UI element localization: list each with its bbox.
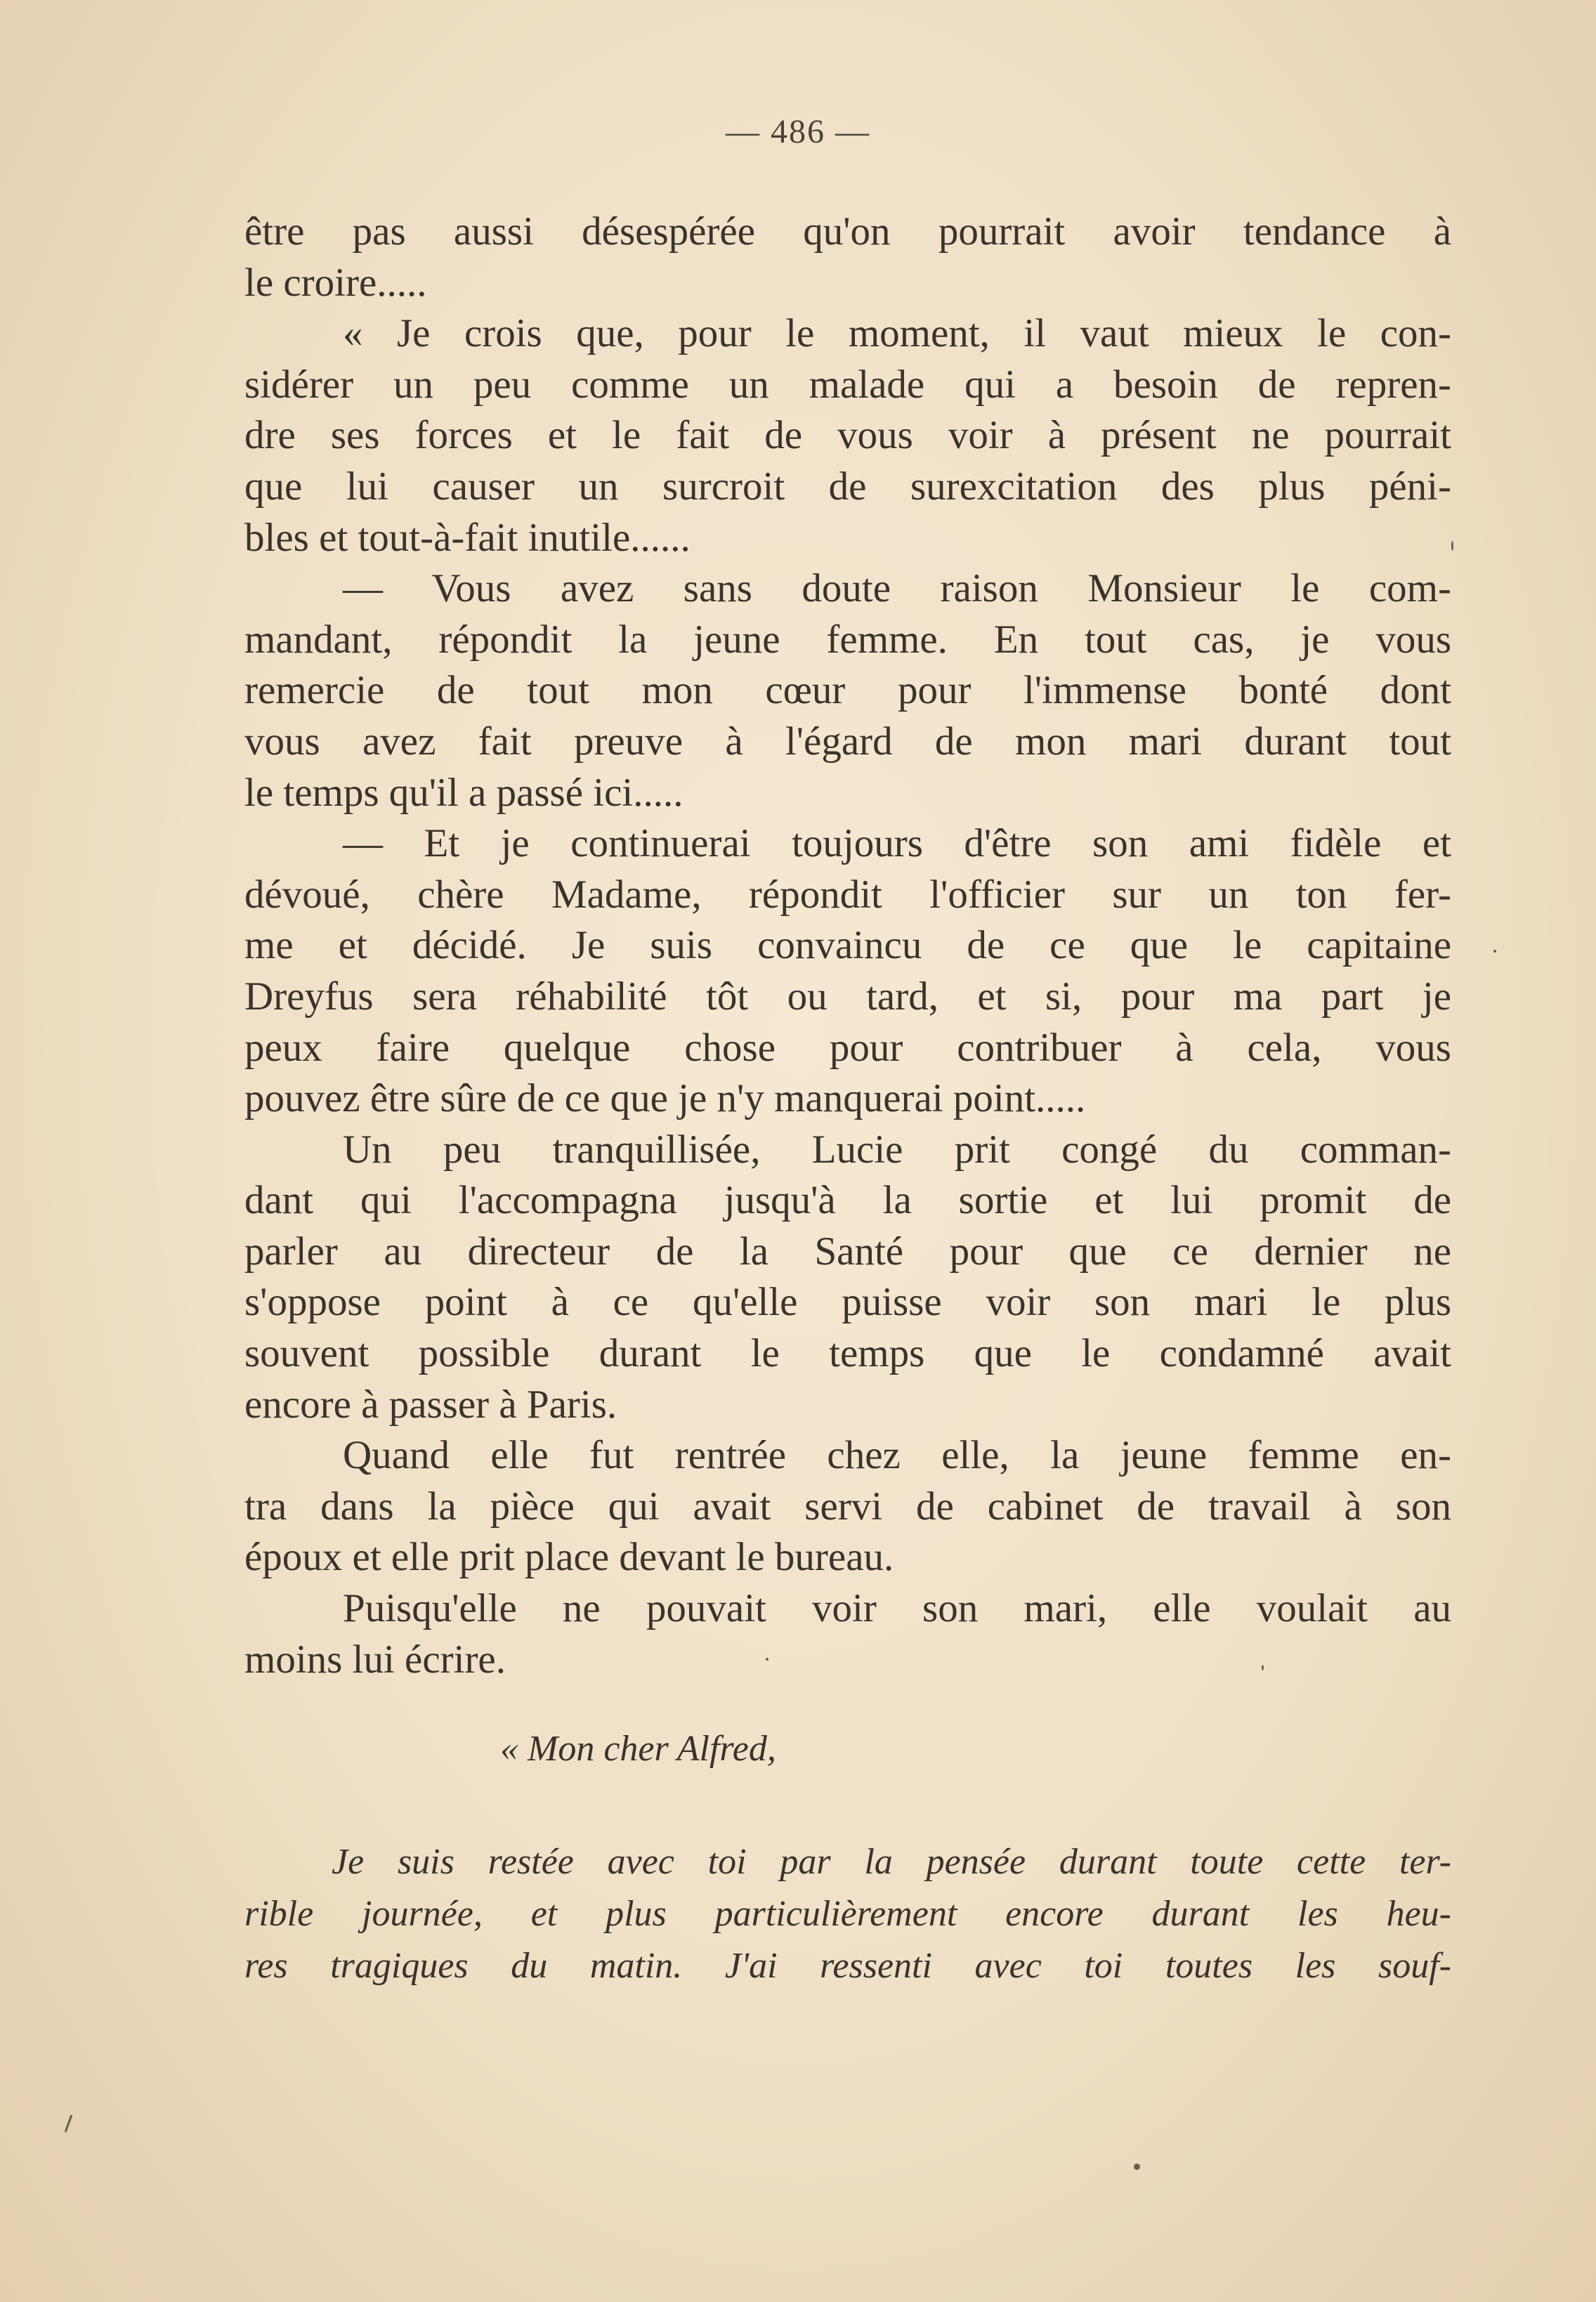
text-line: dévoué, chère Madame, répondit l'officier sur un ton fer-: [244, 872, 1451, 917]
text-line: dant qui l'accompagna jusqu'à la sortie et lui promit de: [244, 1178, 1451, 1223]
text-line: — Et je continuerai toujours d'être son ami fidèle et: [343, 821, 1451, 866]
text-line: que lui causer un surcroit de surexcitation des plus péni-: [244, 464, 1451, 509]
letter-line: Je suis restée avec toi par la pensée durant toute cette ter-: [332, 1842, 1451, 1882]
text-line: Dreyfus sera réhabilité tôt ou tard, et si, pour ma part je: [244, 974, 1451, 1019]
text-line: — Vous avez sans doute raison Monsieur le com-: [343, 566, 1451, 611]
text-line: le croire.....: [244, 260, 427, 305]
paper-speck: [766, 1658, 768, 1661]
text-line: être pas aussi désespérée qu'on pourrait avoir tendance à: [244, 209, 1451, 254]
paper-speck: [1451, 541, 1453, 551]
text-line: Quand elle fut rentrée chez elle, la jeune femme en-: [343, 1433, 1451, 1478]
text-line: moins lui écrire.: [244, 1637, 506, 1682]
text-line: parler au directeur de la Santé pour que ce dernier ne: [244, 1229, 1451, 1274]
text-line: encore à passer à Paris.: [244, 1382, 617, 1427]
text-line: vous avez fait preuve à l'égard de mon mari durant tout: [244, 719, 1451, 764]
text-line: peux faire quelque chose pour contribuer à cela, vous: [244, 1025, 1451, 1070]
text-line: dre ses forces et le fait de vous voir à présent ne pourrait: [244, 413, 1451, 458]
text-line: bles et tout-à-fait inutile......: [244, 515, 691, 560]
text-line: Puisqu'elle ne pouvait voir son mari, elle voulait au: [343, 1586, 1451, 1631]
text-line: Un peu tranquillisée, Lucie prit congé du comman-: [343, 1127, 1451, 1172]
text-line: me et décidé. Je suis convaincu de ce que le capitaine: [244, 923, 1451, 968]
text-line: remercie de tout mon cœur pour l'immense bonté dont: [244, 668, 1451, 713]
page-number: — 486 —: [726, 113, 870, 150]
text-line: époux et elle prit place devant le bureau.: [244, 1535, 894, 1580]
paper-speck: [1262, 1665, 1264, 1670]
paper-speck: [1134, 2164, 1140, 2170]
paper-speck: [1493, 950, 1496, 953]
letter-salutation: « Mon cher Alfred,: [500, 1729, 776, 1769]
letter-text: [244, 1836, 1451, 1992]
text-line: souvent possible durant le temps que le condamné avait: [244, 1331, 1451, 1376]
text-line: mandant, répondit la jeune femme. En tout cas, je vous: [244, 617, 1451, 662]
text-line: le temps qu'il a passé ici.....: [244, 770, 683, 815]
text-line: s'oppose point à ce qu'elle puisse voir son mari le plus: [244, 1280, 1451, 1325]
letter-line: rible journée, et plus particulièrement encore durant les heu-: [244, 1894, 1451, 1934]
letter-line: res tragiques du matin. J'ai ressenti avec toi toutes les souf-: [244, 1946, 1451, 1986]
text-line: « Je crois que, pour le moment, il vaut mieux le con-: [343, 311, 1451, 356]
paper-speck: [65, 2114, 73, 2132]
text-line: pouvez être sûre de ce que je n'y manquerai point.....: [244, 1076, 1086, 1121]
text-line: tra dans la pièce qui avait servi de cabinet de travail à son: [244, 1484, 1451, 1529]
body-text: [244, 207, 1451, 1685]
text-line: sidérer un peu comme un malade qui a besoin de repren-: [244, 362, 1451, 407]
